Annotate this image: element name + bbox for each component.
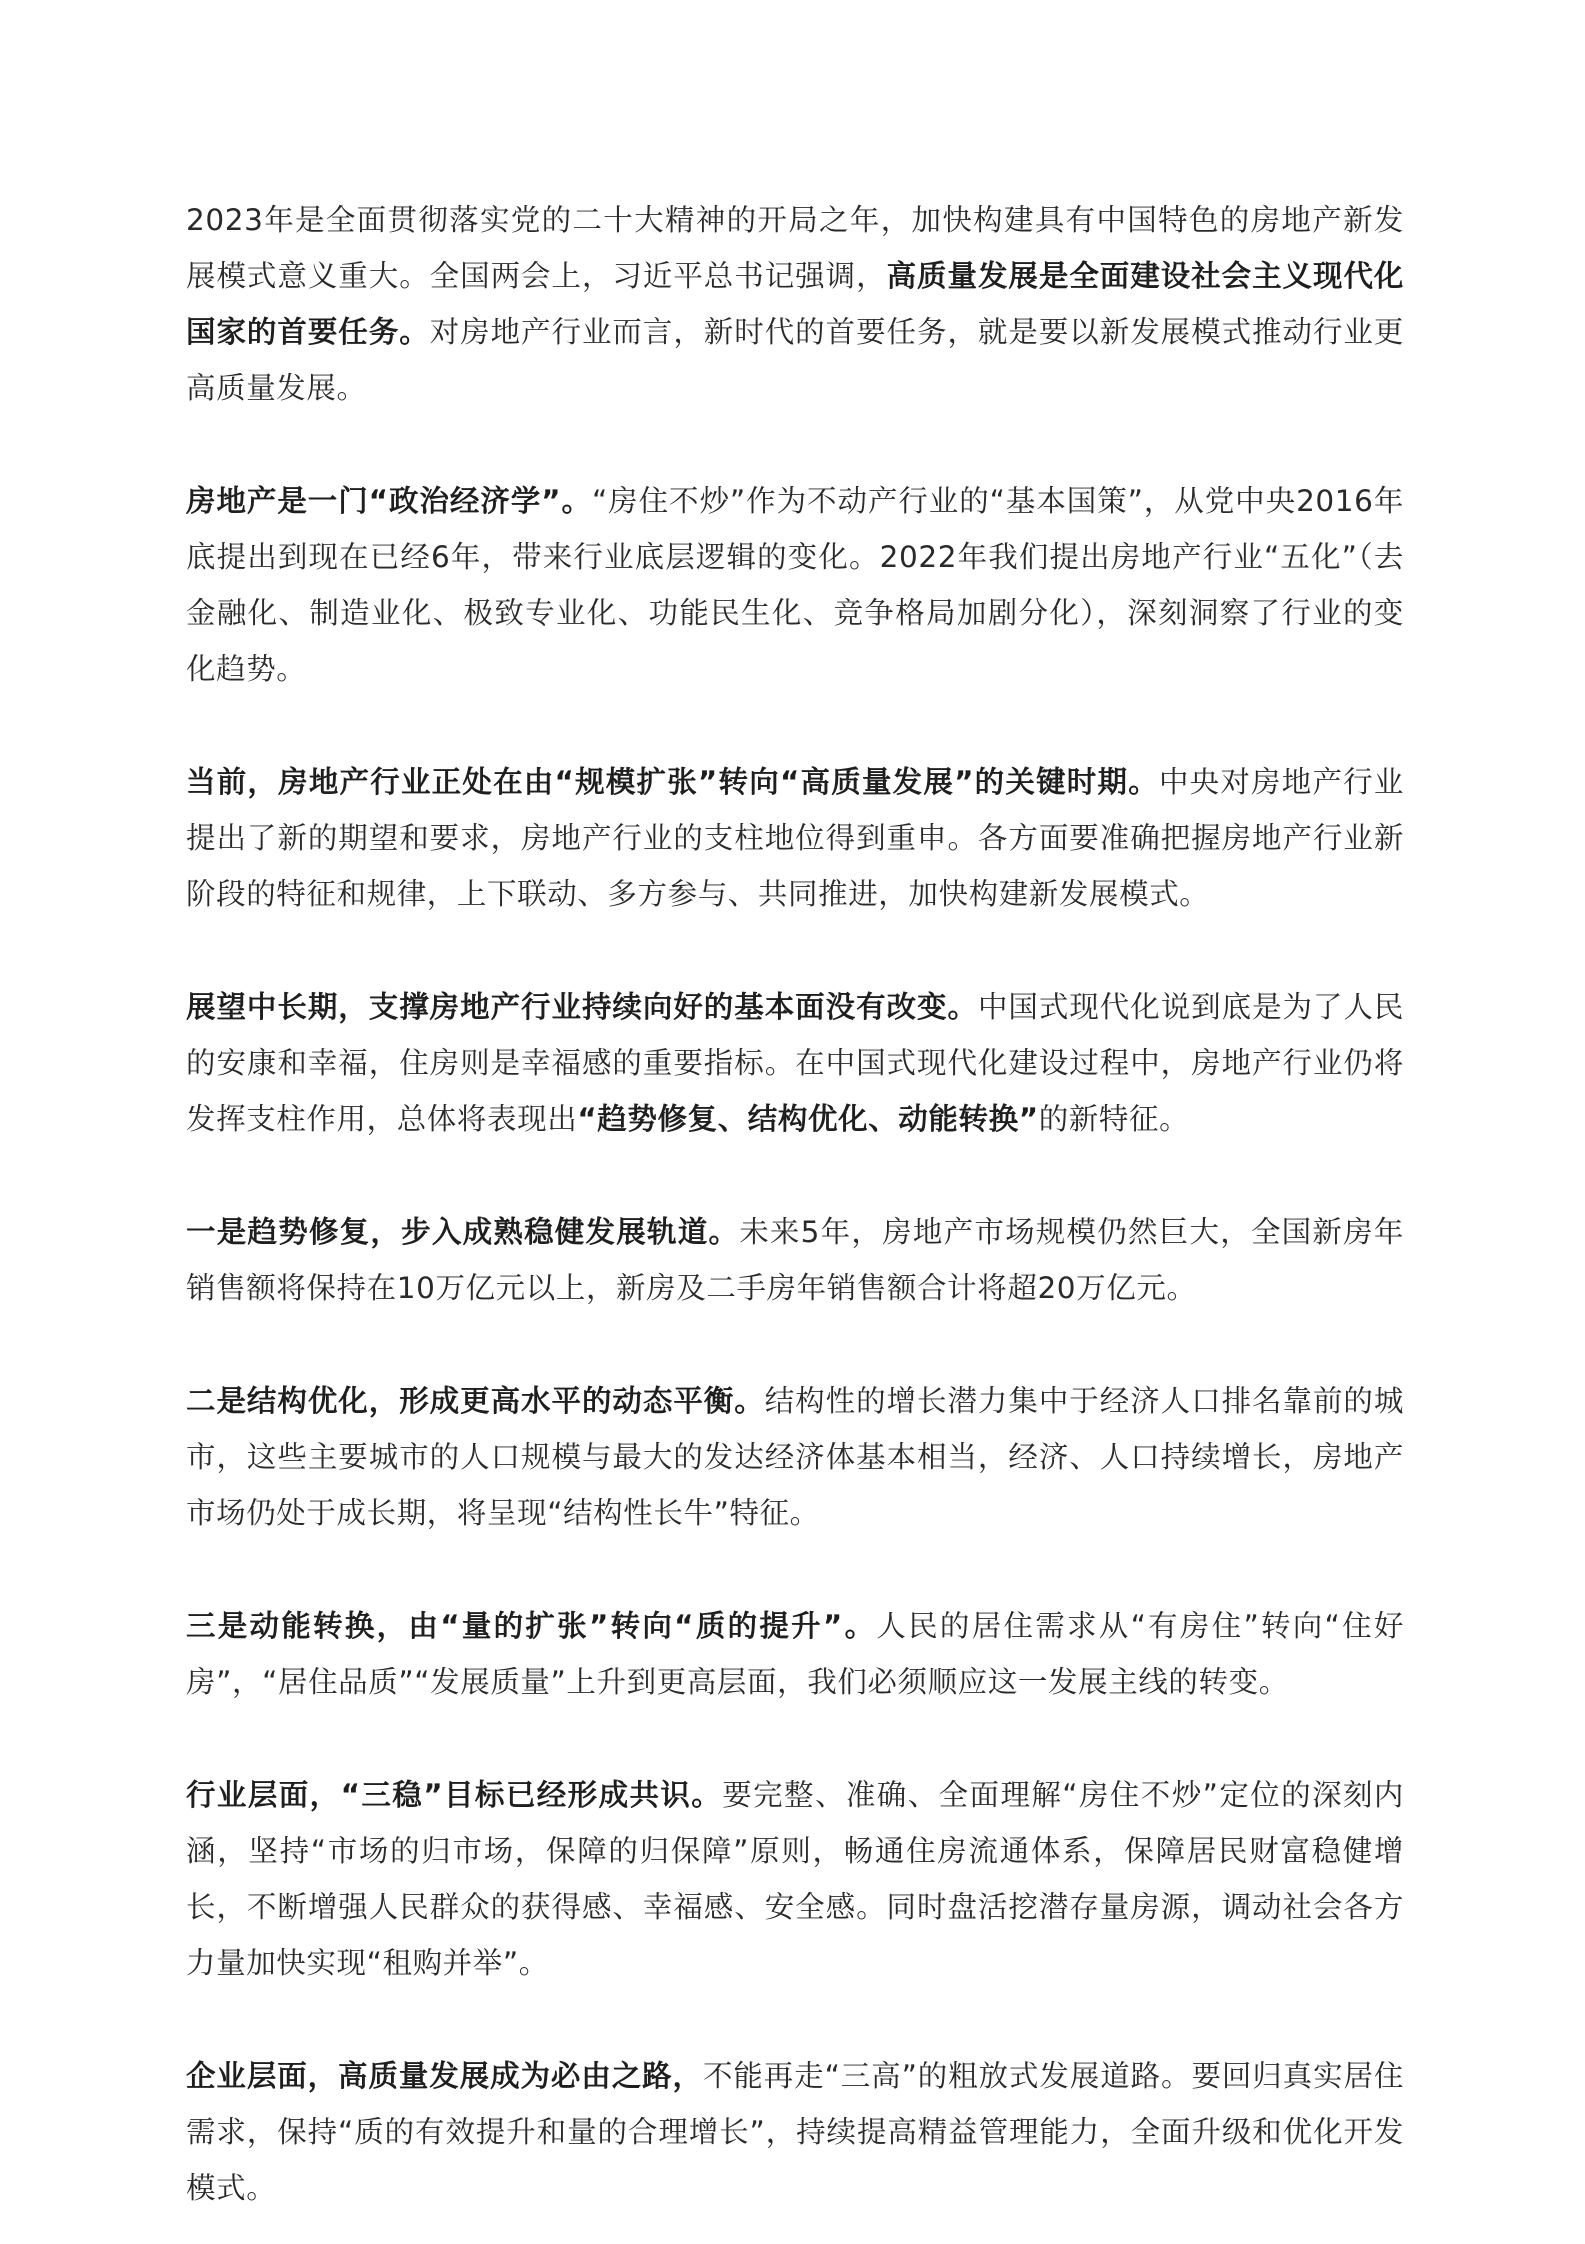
bold-text-segment: 房地产是一门“政治经济学”。 <box>186 484 592 518</box>
text-segment: 中央对房地产行业提出了新的期望和要求，房地产行业的支柱地位得到重申。各方面要准确把握房地产行业新阶段的特征和规律，上下联动、多方参与、共同推进，加快构建新发展模式。 <box>186 765 1404 911</box>
paragraph-6 <box>186 1373 1404 1541</box>
bold-text-segment: 行业层面，“三稳”目标已经形成共识。 <box>186 1778 723 1812</box>
paragraph-5 <box>186 1204 1404 1316</box>
bold-text-segment: 企业层面，高质量发展成为必由之路， <box>186 2059 703 2093</box>
text-segment: 的新特征。 <box>1038 1102 1190 1136</box>
text-segment: 对房地产行业而言，新时代的首要任务，就是要以新发展模式推动行业更高质量发展。 <box>186 315 1404 405</box>
bold-text-segment: 二是结构优化，形成更高水平的动态平衡。 <box>186 1384 765 1418</box>
bold-text-segment: 展望中长期，支撑房地产行业持续向好的基本面没有改变。 <box>186 990 978 1024</box>
paragraph-2 <box>186 473 1404 697</box>
paragraph-9 <box>186 2048 1404 2216</box>
article-body <box>186 192 1404 2216</box>
paragraph-8 <box>186 1767 1404 1991</box>
text-segment: 不能再走“三高”的粗放式发展道路。要回归真实居住需求，保持“质的有效提升和量的合理增长”，持续提高精益管理能力，全面升级和优化开发模式。 <box>186 2059 1405 2205</box>
text-segment: 2023年是全面贯彻落实党的二十大精神的开局之年，加快构建具有中国特色的房地产新发展模式意义重大。全国两会上，习近平总书记强调， <box>186 203 1404 293</box>
bold-text-segment: 一是趋势修复，步入成熟稳健发展轨道。 <box>186 1215 740 1249</box>
text-segment: 人民的居住需求从“有房住”转向“住好房”，“居住品质”“发展质量”上升到更高层面，我们必须顺应这一发展主线的转变。 <box>186 1609 1404 1699</box>
bold-text-segment: 三是动能转换，由“量的扩张”转向“质的提升”。 <box>186 1609 877 1643</box>
paragraph-7 <box>186 1598 1404 1710</box>
text-segment: 结构性的增长潜力集中于经济人口排名靠前的城市，这些主要城市的人口规模与最大的发达经济体基本相当，经济、人口持续增长，房地产市场仍处于成长期，将呈现“结构性长牛”特征。 <box>186 1384 1404 1530</box>
bold-text-segment: 当前，房地产行业正处在由“规模扩张”转向“高质量发展”的关键时期。 <box>186 765 1159 799</box>
text-segment: 中国式现代化说到底是为了人民的安康和幸福，住房则是幸福感的重要指标。在中国式现代化建设过程中，房地产行业仍将发挥支柱作用，总体将表现出 <box>186 990 1404 1136</box>
text-segment: 要完整、准确、全面理解“房住不炒”定位的深刻内涵，坚持“市场的归市场，保障的归保障”原则，畅通住房流通体系，保障居民财富稳健增长，不断增强人民群众的获得感、幸福感、安全感。同时盘活挖潜存量房源，调动社会各方力量加快实现“租购并举”。 <box>186 1778 1405 1980</box>
paragraph-3 <box>186 754 1404 922</box>
bold-text-segment: “趋势修复、结构优化、动能转换” <box>577 1102 1039 1136</box>
text-segment: “房住不炒”作为不动产行业的“基本国策”，从党中央2016年底提出到现在已经6年，带来行业底层逻辑的变化。2022年我们提出房地产行业“五化”（去金融化、制造业化、极致专业化、功能民生化、竞争格局加剧分化），深刻洞察了行业的变化趋势。 <box>186 484 1404 686</box>
bold-text-segment: 高质量发展是全面建设社会主义现代化国家的首要任务。 <box>186 259 1404 349</box>
text-segment: 未来5年，房地产市场规模仍然巨大，全国新房年销售额将保持在10万亿元以上，新房及二手房年销售额合计将超20万亿元。 <box>186 1215 1404 1305</box>
paragraph-4 <box>186 979 1404 1147</box>
paragraph-1 <box>186 192 1404 416</box>
